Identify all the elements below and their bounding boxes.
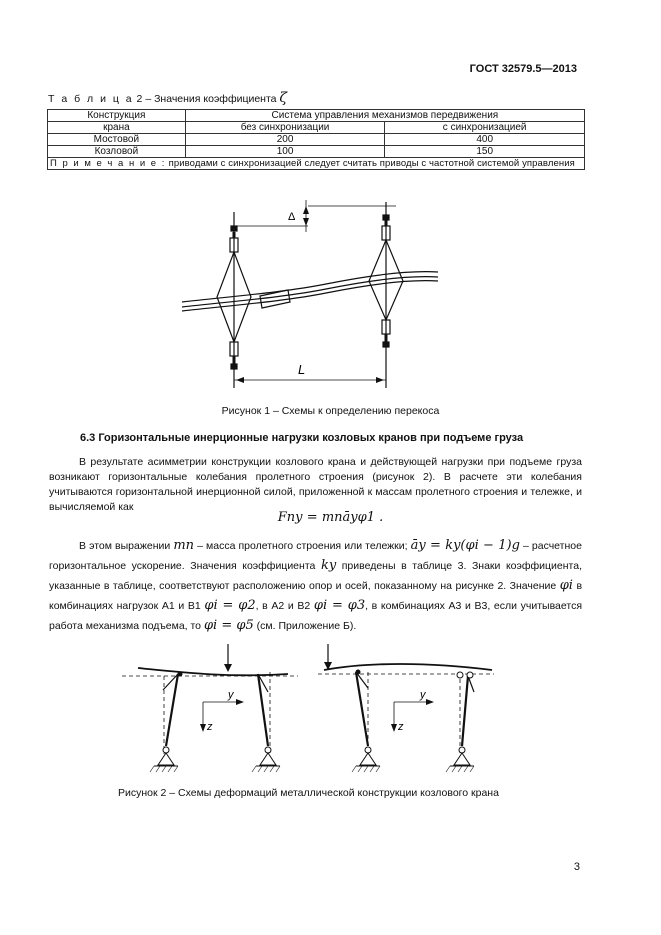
inertia-force-formula: Fпу = mпāyφ1 . [277,510,384,525]
math-mass: mп [173,538,195,553]
row-value-without: 200 [185,134,385,146]
right-axis-z-label: z [398,721,404,733]
text-segment: (см. Приложение Б). [256,620,357,632]
header-control-system: Система управления механизмов передвижения [185,110,584,122]
note-label: П р и м е ч а н и е : [50,158,166,169]
row-name: Мостовой [48,134,186,146]
row-name: Козловой [48,146,186,158]
math-phi-eq-2: φi = φ2 [204,598,256,613]
zeta-symbol: ζ [279,90,288,106]
figure1-caption: Рисунок 1 – Схемы к определению перекоса [221,405,440,417]
text-segment: в комбинациях нагрузок А1 и В1 [49,580,583,612]
paragraph-explanation [49,536,582,636]
header-with-sync: с синхронизацией [385,122,585,134]
table-row [48,146,585,158]
header-construction: Конструкция [48,110,186,122]
row-value-without: 100 [185,146,385,158]
math-phi-eq-3: φi = φ3 [313,598,366,613]
math-acceleration: āy = ky(φi − 1)g [410,538,520,553]
coefficient-table [47,109,585,170]
table-caption [48,90,287,106]
delta-label: Δ [288,211,296,223]
text-segment: , в комбинациях А3 и В3, если учитывается работа механизма подъема, то [49,600,583,632]
table-caption-number: 2 [136,93,143,105]
table-note [48,158,585,170]
page-number: 3 [573,861,580,873]
row-value-with: 150 [385,146,585,158]
figure2-deformation-diagram [118,642,538,774]
paragraph-intro [49,455,582,515]
table-row [48,134,585,146]
header-crane: крана [48,122,186,134]
table-caption-text: – Значения коэффициента [145,93,277,105]
math-phi: φi [559,578,573,593]
text-segment: – масса пролетного строения или тележки; [197,540,408,552]
table-caption-prefix: Т а б л и ц а [48,93,134,105]
text-segment: – расчетное горизонтальное ускорение. Значения коэффициента [49,540,582,572]
left-axis-y-label: y [228,689,234,701]
left-axis-z-label: z [207,721,213,733]
math-phi-eq-5: φi = φ5 [203,618,254,633]
text-segment: , в А2 и В2 [255,600,311,612]
text-segment: В этом выражении [79,540,171,552]
paragraph-intro-text: В результате асимметрии конструкции козлового крана и действующей нагрузки при подъеме груза возникают горизонтальные колебания пролетного строения (рисунок 2). В расчете эти колебания учитываются горизонтальной инерционной силой, приложенной к массам пролетного строения и тележке, и вычисляемой как [49,456,582,513]
figure2-caption: Рисунок 2 – Схемы деформаций металлической конструкции козлового крана [118,787,499,799]
text-segment: приведены в таблице 3. Знаки коэффициента, указанные в таблице, соответствуют расположению опор и осей, показанному на рисунке 2. Значение [49,560,582,592]
right-axis-y-label: y [420,689,426,701]
row-value-with: 400 [385,134,585,146]
span-label: L [298,362,306,377]
header-without-sync: без синхронизации [185,122,385,134]
standard-number: ГОСТ 32579.5—2013 [469,63,577,75]
figure1-skew-diagram [176,192,446,392]
note-text: приводами с синхронизацией следует считать приводы с частотной системой управления [168,158,575,169]
math-coefficient: ky [320,558,337,573]
section-heading: 6.3 Горизонтальные инерционные нагрузки козловых кранов при подъеме груза [80,432,524,444]
